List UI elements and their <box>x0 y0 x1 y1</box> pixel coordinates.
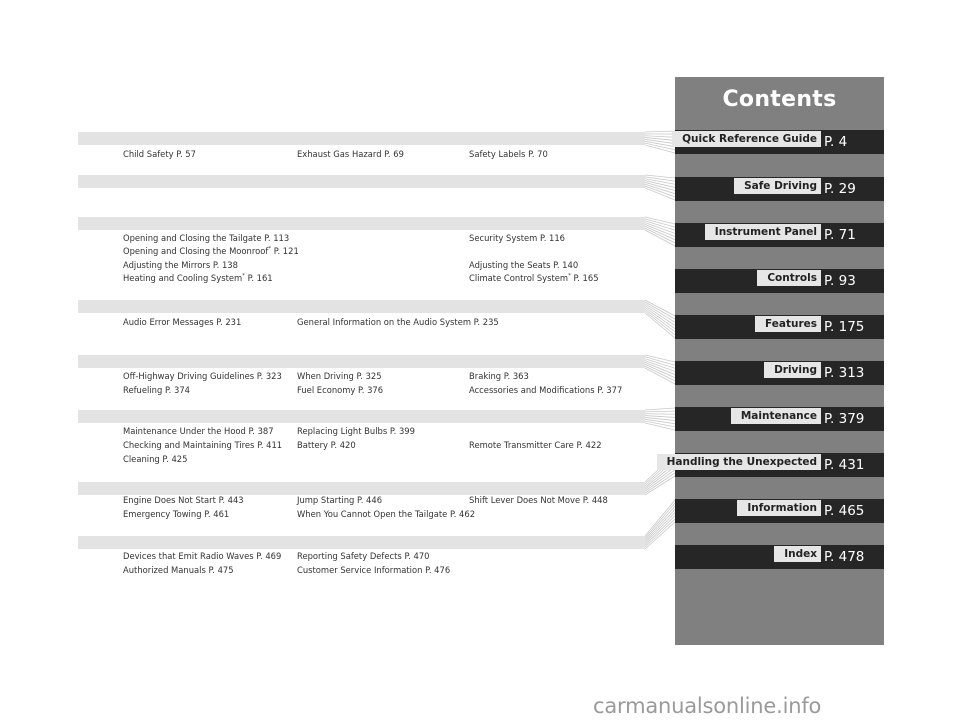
fan-line <box>645 188 675 200</box>
fan-line <box>645 509 675 541</box>
toc-braking[interactable]: Braking P. 363 <box>469 371 529 381</box>
option-star: * <box>268 246 272 253</box>
toc-engine-not-start[interactable]: Engine Does Not Start P. 443 <box>123 495 244 505</box>
toc-tailgate-open[interactable]: When You Cannot Open the Tailgate P. 462 <box>297 509 476 519</box>
fan-line <box>645 186 675 197</box>
section-band-features <box>78 300 645 313</box>
toc-cleaning[interactable]: Cleaning P. 425 <box>123 454 188 464</box>
toc-climate-page: P. 165 <box>570 273 599 283</box>
toc-moonroof[interactable] <box>123 246 299 256</box>
nav-item-page: P. 478 <box>824 549 865 565</box>
fan-line <box>645 306 675 326</box>
toc-battery[interactable]: Battery P. 420 <box>297 440 356 450</box>
toc-when-driving[interactable]: When Driving P. 325 <box>297 371 382 381</box>
fan-line <box>645 311 675 335</box>
nav-item-handling-the-unexpected[interactable] <box>666 453 884 477</box>
toc-heating-text: Heating and Cooling System <box>123 273 243 283</box>
nav-item-page: P. 93 <box>824 273 856 289</box>
nav-item-index[interactable] <box>675 545 884 569</box>
option-star: * <box>242 273 245 280</box>
nav-item-controls[interactable] <box>675 269 884 293</box>
toc-tailgate[interactable]: Opening and Closing the Tailgate P. 113 <box>123 233 290 243</box>
toc-accessories[interactable]: Accessories and Modifications P. 377 <box>469 385 623 395</box>
toc-moonroof-page: P. 121 <box>271 246 299 256</box>
fan-line <box>645 131 675 132</box>
nav-item-label: Maintenance <box>731 408 821 424</box>
toc-child-safety[interactable]: Child Safety P. 57 <box>123 149 196 159</box>
toc-security-system[interactable]: Security System P. 116 <box>469 233 565 243</box>
toc-climate-text: Climate Control System <box>469 273 569 283</box>
fan-decoration <box>645 215 675 249</box>
fan-line <box>645 408 675 410</box>
fan-decoration <box>645 405 675 433</box>
nav-item-page: P. 465 <box>824 503 865 519</box>
toc-tires[interactable]: Checking and Maintaining Tires P. 411 <box>123 440 283 450</box>
fan-decoration <box>645 128 675 156</box>
toc-refueling[interactable]: Refueling P. 374 <box>123 385 190 395</box>
toc-safety-labels[interactable]: Safety Labels P. 70 <box>469 149 548 159</box>
toc-audio-error[interactable]: Audio Error Messages P. 231 <box>123 317 242 327</box>
fan-decoration <box>645 353 675 387</box>
nav-item-label: Index <box>774 546 821 562</box>
toc-moonroof-text: Opening and Closing the Moonroof <box>123 246 269 256</box>
section-band-quick-reference <box>78 132 645 145</box>
section-band-unexpected <box>78 482 645 495</box>
toc-emergency-towing[interactable]: Emergency Towing P. 461 <box>123 509 230 519</box>
nav-item-label: Driving <box>764 362 821 378</box>
fan-line <box>645 513 675 544</box>
nav-item-quick-reference-guide[interactable] <box>675 130 884 154</box>
toc-under-hood[interactable]: Maintenance Under the Hood P. 387 <box>123 426 274 436</box>
option-star: * <box>568 273 571 280</box>
toc-offhighway[interactable]: Off-Highway Driving Guidelines P. 323 <box>123 371 282 381</box>
nav-item-page: P. 313 <box>824 365 865 381</box>
nav-item-label: Controls <box>757 270 821 286</box>
nav-item-page: P. 71 <box>824 227 856 243</box>
toc-remote-transmitter[interactable]: Remote Transmitter Care P. 422 <box>469 440 602 450</box>
nav-item-label: Features <box>755 316 821 332</box>
fan-decoration <box>645 173 675 203</box>
toc-seats[interactable]: Adjusting the Seats P. 140 <box>469 260 579 270</box>
nav-item-maintenance[interactable] <box>675 407 884 431</box>
fan-line <box>645 300 675 316</box>
section-band-driving <box>78 355 645 368</box>
section-band-safe-driving <box>78 175 645 188</box>
nav-item-page: P. 431 <box>824 457 865 473</box>
nav-item-safe-driving[interactable] <box>675 177 884 201</box>
fan-decoration <box>645 497 675 551</box>
nav-item-label: Information <box>737 500 821 516</box>
nav-item-driving[interactable] <box>675 361 884 385</box>
nav-item-label: Instrument Panel <box>705 224 821 240</box>
nav-item-features[interactable] <box>675 315 884 339</box>
contents-title: Contents <box>722 87 837 112</box>
toc-audio-general[interactable]: General Information on the Audio System P. 235 <box>297 317 499 327</box>
toc-safety-defects[interactable]: Reporting Safety Defects P. 470 <box>297 551 430 561</box>
toc-jump-starting[interactable]: Jump Starting P. 446 <box>297 495 383 505</box>
section-band-maintenance <box>78 410 645 423</box>
toc-customer-service[interactable]: Customer Service Information P. 476 <box>297 565 451 575</box>
toc-climate-control[interactable] <box>469 273 599 283</box>
nav-item-information[interactable] <box>675 499 884 523</box>
nav-item-instrument-panel[interactable] <box>675 223 884 247</box>
toc-exhaust-gas[interactable]: Exhaust Gas Hazard P. 69 <box>297 149 404 159</box>
fan-line <box>645 416 675 418</box>
watermark: carmanualsonline.info <box>593 694 822 718</box>
toc-shift-lever[interactable]: Shift Lever Does Not Move P. 448 <box>469 495 608 505</box>
fan-line <box>645 414 675 415</box>
nav-item-page: P. 29 <box>824 181 856 197</box>
toc-heating-page: P. 161 <box>244 273 273 283</box>
nav-item-label: Handling the Unexpected <box>657 454 821 470</box>
nav-item-label: Quick Reference Guide <box>672 131 821 147</box>
fan-line <box>645 411 675 412</box>
fan-decoration <box>645 298 675 341</box>
nav-item-page: P. 379 <box>824 411 865 427</box>
toc-light-bulbs[interactable]: Replacing Light Bulbs P. 399 <box>297 426 415 436</box>
toc-fuel-economy[interactable]: Fuel Economy P. 376 <box>297 385 384 395</box>
fan-line <box>645 136 675 138</box>
nav-item-page: P. 175 <box>824 319 865 335</box>
section-band-instrument-controls <box>78 217 645 230</box>
nav-item-label: Safe Driving <box>734 178 821 194</box>
toc-radio-waves[interactable]: Devices that Emit Radio Waves P. 469 <box>123 551 282 561</box>
nav-item-page: P. 4 <box>824 134 848 150</box>
toc-authorized-manuals[interactable]: Authorized Manuals P. 475 <box>123 565 234 575</box>
section-band-information <box>78 536 645 549</box>
toc-mirrors[interactable]: Adjusting the Mirrors P. 138 <box>123 260 238 270</box>
toc-heating-cooling[interactable] <box>123 273 273 283</box>
